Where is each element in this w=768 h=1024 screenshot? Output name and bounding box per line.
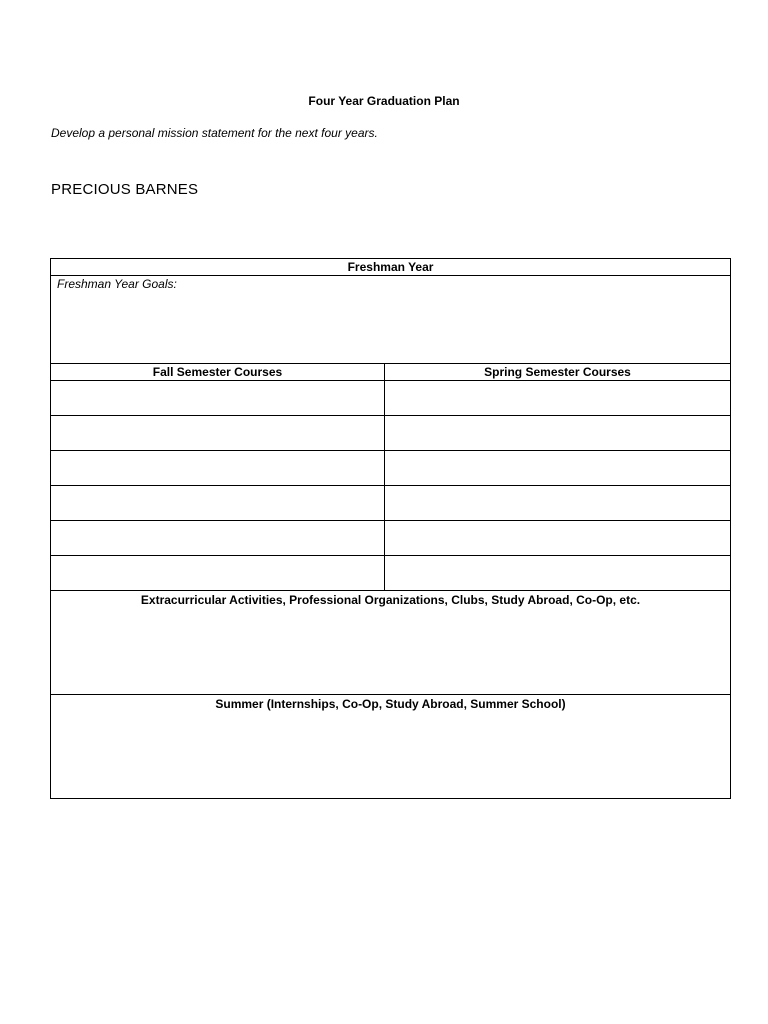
course-row xyxy=(51,486,731,521)
spring-course-cell[interactable] xyxy=(385,451,731,486)
mission-statement-prompt: Develop a personal mission statement for the next four years. xyxy=(51,126,378,140)
freshman-goals-label: Freshman Year Goals: xyxy=(57,277,177,291)
course-row xyxy=(51,381,731,416)
summer-row xyxy=(51,695,731,799)
summer-field[interactable] xyxy=(51,695,731,799)
goals-row xyxy=(51,276,731,364)
extracurricular-field[interactable] xyxy=(51,591,731,695)
spring-semester-heading: Spring Semester Courses xyxy=(385,364,731,381)
course-row xyxy=(51,451,731,486)
student-name: PRECIOUS BARNES xyxy=(51,181,199,198)
spring-course-cell[interactable] xyxy=(385,556,731,591)
spring-course-cell[interactable] xyxy=(385,486,731,521)
spring-course-cell[interactable] xyxy=(385,381,731,416)
summer-heading: Summer (Internships, Co-Op, Study Abroad, Summer School) xyxy=(215,697,566,711)
document-title: Four Year Graduation Plan xyxy=(308,94,460,108)
fall-semester-heading: Fall Semester Courses xyxy=(51,364,385,381)
course-row xyxy=(51,521,731,556)
spring-course-cell[interactable] xyxy=(385,416,731,451)
fall-course-cell[interactable] xyxy=(51,381,385,416)
fall-course-cell[interactable] xyxy=(51,486,385,521)
fall-course-cell[interactable] xyxy=(51,451,385,486)
spring-course-cell[interactable] xyxy=(385,521,731,556)
freshman-goals-field[interactable] xyxy=(51,276,731,364)
extracurricular-row xyxy=(51,591,731,695)
year-heading-row xyxy=(51,259,731,276)
fall-course-cell[interactable] xyxy=(51,521,385,556)
extracurricular-heading: Extracurricular Activities, Professional Organizations, Clubs, Study Abroad, Co-Op, etc. xyxy=(140,593,641,607)
freshman-year-table xyxy=(50,258,731,799)
course-row xyxy=(51,416,731,451)
semester-headings-row xyxy=(51,364,731,381)
fall-course-cell[interactable] xyxy=(51,416,385,451)
freshman-year-heading: Freshman Year xyxy=(51,259,731,276)
fall-course-cell[interactable] xyxy=(51,556,385,591)
course-row xyxy=(51,556,731,591)
